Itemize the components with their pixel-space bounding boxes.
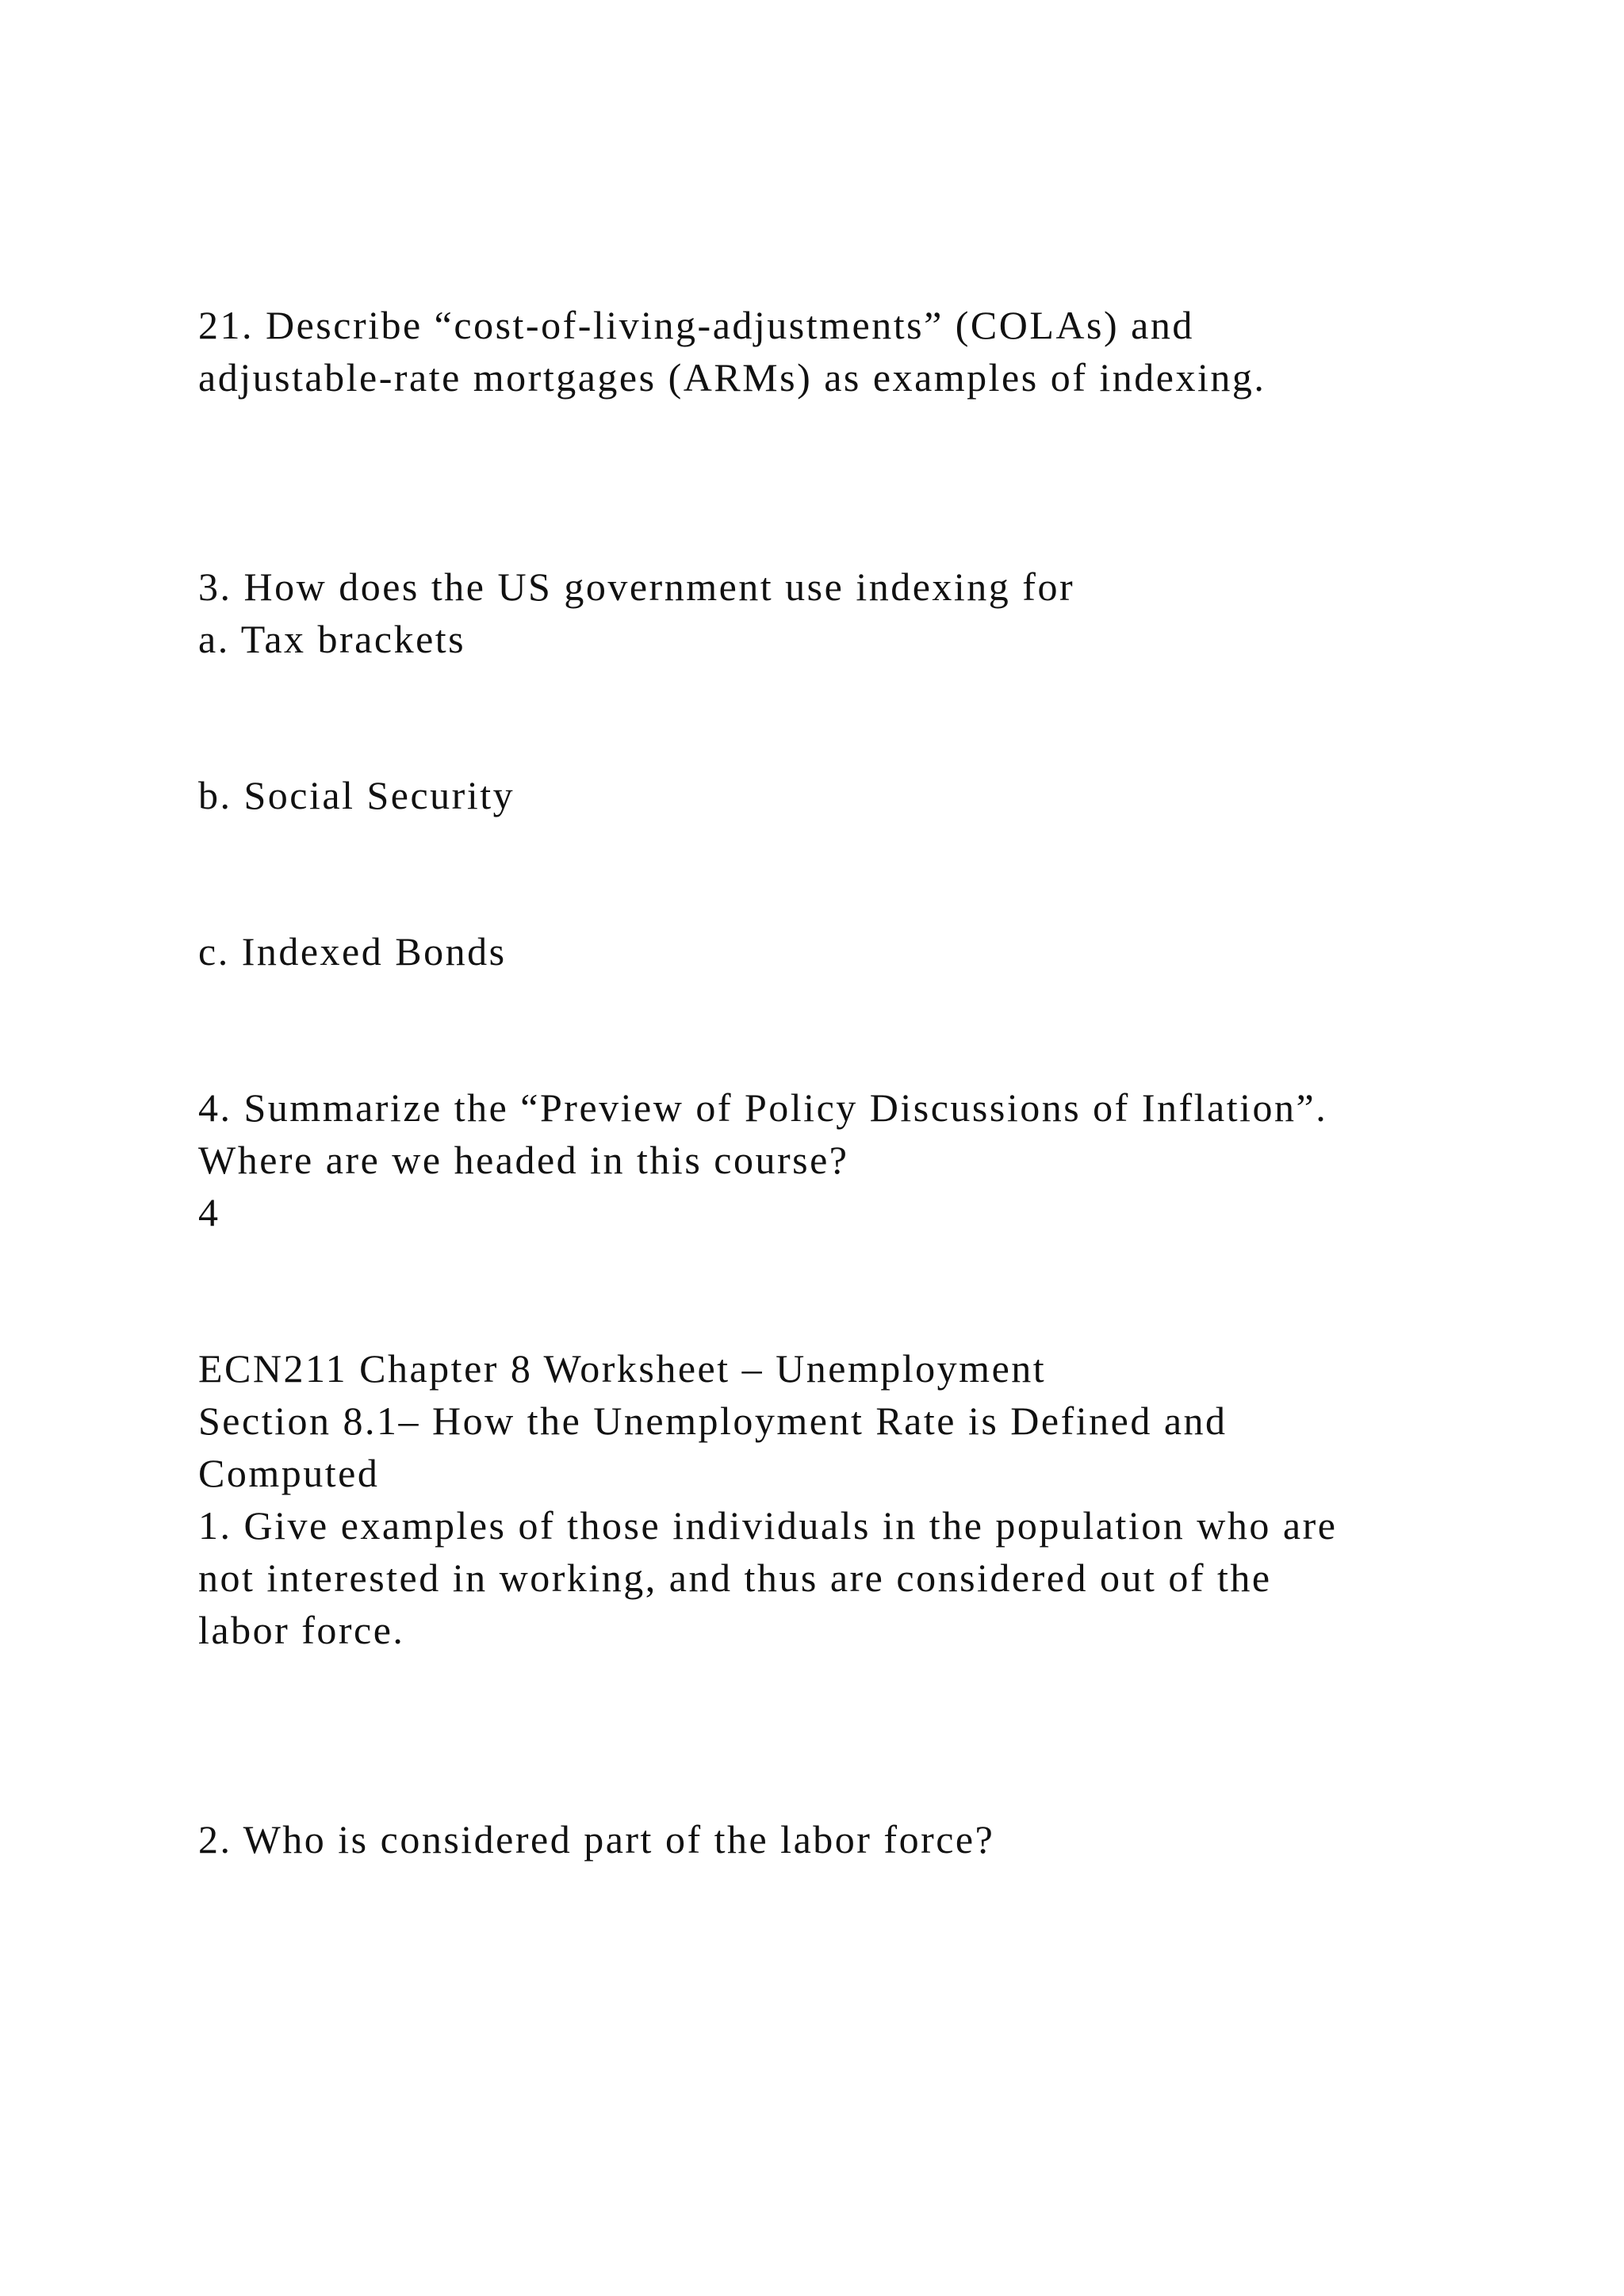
worksheet-title: ECN211 Chapter 8 Worksheet – Unemployment bbox=[198, 1346, 1047, 1391]
question-1-text-end: labor force. bbox=[198, 1608, 405, 1652]
question-4-text-cont: Where are we headed in this course? bbox=[198, 1138, 849, 1182]
question-2-text: 2. Who is considered part of the labor force? bbox=[198, 1817, 995, 1862]
section-heading: Section 8.1– How the Unemployment Rate is Defined and bbox=[198, 1399, 1228, 1443]
question-3b-text: b. Social Security bbox=[198, 773, 515, 817]
question-4-text: 4. Summarize the “Preview of Policy Discussions of Inflation”. bbox=[198, 1085, 1328, 1130]
section-heading-cont: Computed bbox=[198, 1451, 380, 1495]
question-3c-text: c. Indexed Bonds bbox=[198, 929, 507, 974]
question-3-text: 3. How does the US government use indexing for bbox=[198, 564, 1075, 609]
question-1-text-cont: not interested in working, and thus are considered out of the bbox=[198, 1556, 1272, 1600]
question-1-text: 1. Give examples of those individuals in the population who are bbox=[198, 1503, 1338, 1548]
question-21-text: 21. Describe “cost-of-living-adjustments” (COLAs) and bbox=[198, 303, 1194, 347]
question-3a-text: a. Tax brackets bbox=[198, 617, 466, 661]
question-21-text-cont: adjustable-rate mortgages (ARMs) as examples of indexing. bbox=[198, 355, 1266, 400]
page-number: 4 bbox=[198, 1190, 220, 1234]
